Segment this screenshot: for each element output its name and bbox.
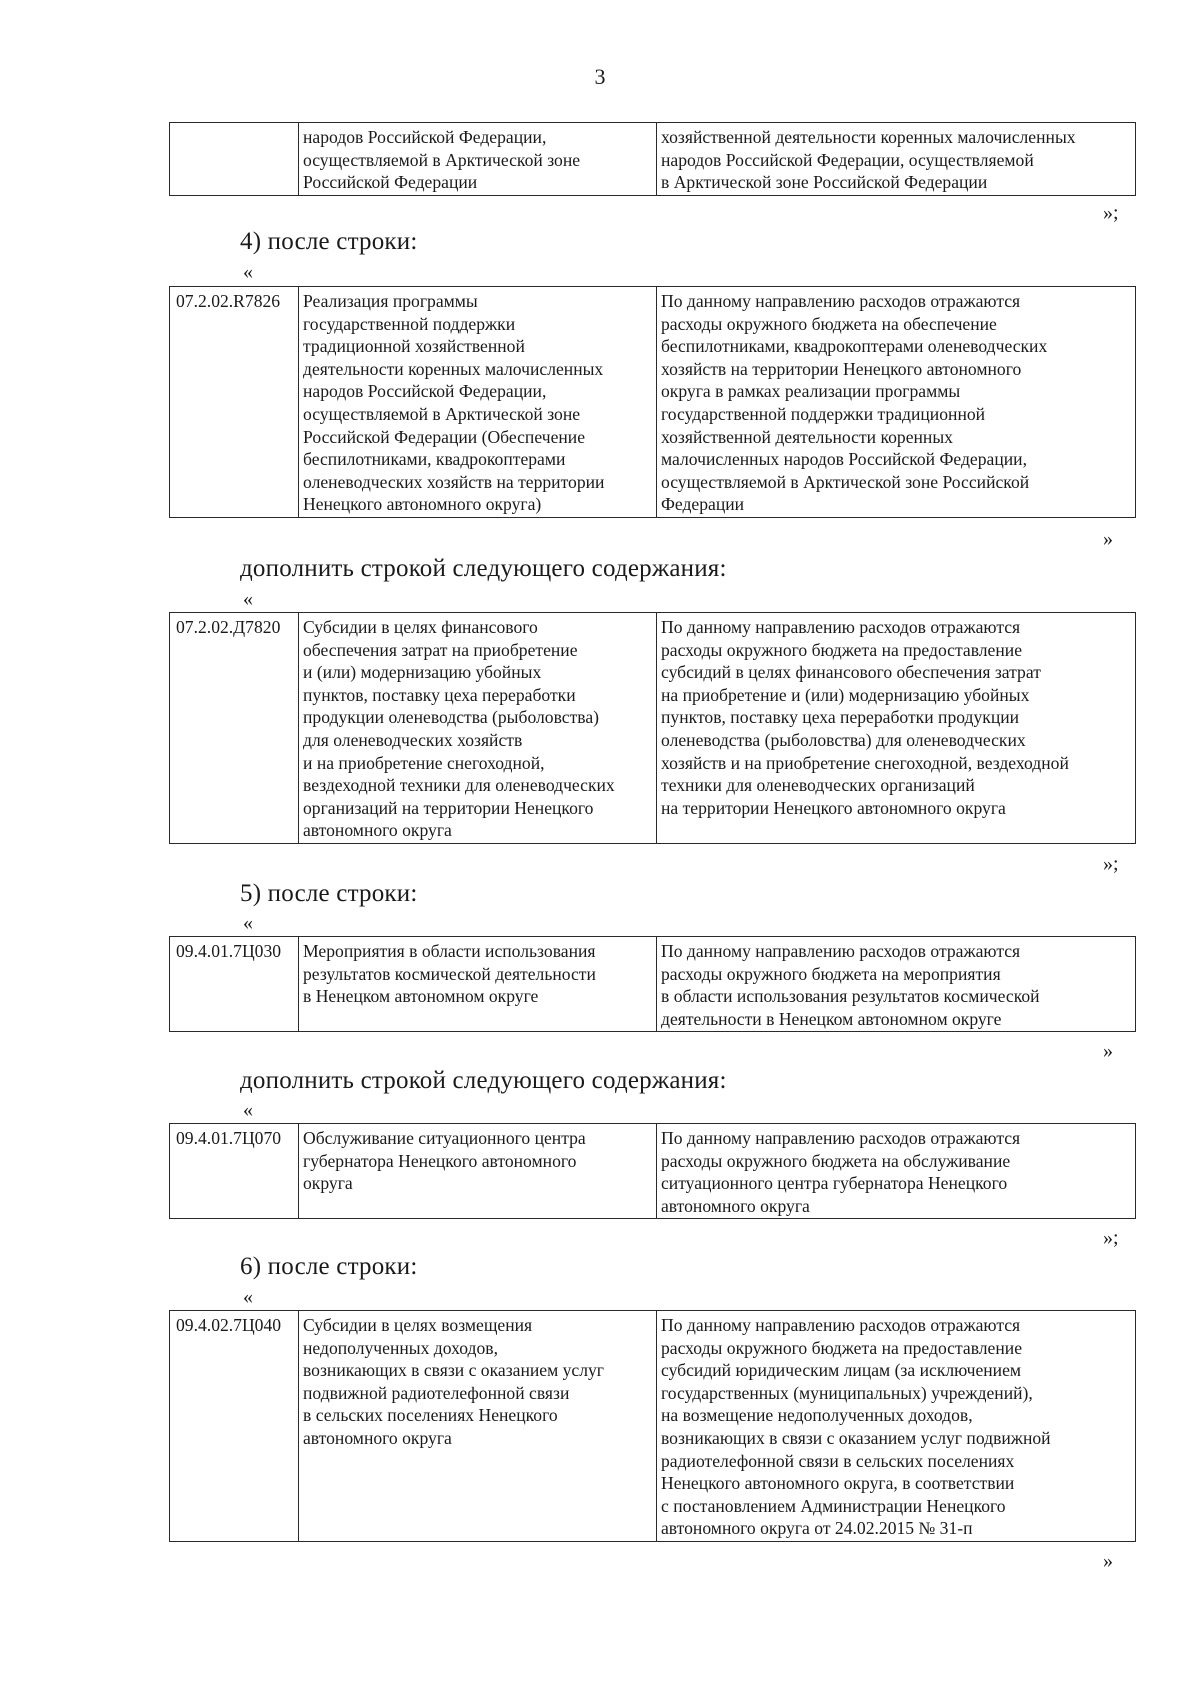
description-cell	[657, 1124, 1136, 1219]
desc-line: техники для оленеводческих организаций	[661, 775, 975, 796]
desc-line: деятельности в Ненецком автономном округе	[661, 1008, 1002, 1029]
name-line: Обслуживание ситуационного центра	[303, 1128, 586, 1148]
name-line: народов Российской Федерации,	[303, 381, 547, 402]
desc-line: округа в рамках реализации программы	[661, 381, 961, 402]
desc-line: возникающих в связи с оказанием услуг подвижной	[661, 1427, 1051, 1448]
desc-line: По данному направлению расходов отражаются	[661, 617, 1021, 637]
desc-line: хозяйств на территории Ненецкого автономного	[661, 358, 1022, 379]
desc-line: малочисленных народов Российской Федерации,	[661, 449, 1027, 470]
section-heading: 4) после строки:	[240, 228, 418, 255]
name-line: пунктов, поставку цеха переработки	[303, 684, 576, 705]
name-line: обеспечения затрат на приобретение	[303, 639, 578, 660]
opening-quote: «	[243, 1286, 253, 1308]
name-line: Российской Федерации	[303, 172, 478, 193]
name-line: подвижной радиотелефонной связи	[303, 1382, 570, 1403]
desc-line: с постановлением Администрации Ненецкого	[661, 1495, 1006, 1516]
name-line: деятельности коренных малочисленных	[303, 358, 604, 379]
closing-quote: »	[1103, 1550, 1113, 1572]
name-line: Российской Федерации (Обеспечение	[303, 426, 586, 447]
name-cell	[299, 1311, 657, 1542]
name-line: Реализация программы	[303, 291, 478, 311]
desc-line: хозяйственной деятельности коренных малочисленных	[661, 127, 1076, 147]
closing-quote: »	[1103, 1040, 1113, 1062]
desc-line: По данному направлению расходов отражаются	[661, 1315, 1021, 1335]
name-line: в Ненецком автономном округе	[303, 986, 539, 1007]
name-line: Субсидии в целях финансового	[303, 617, 538, 637]
name-cell	[299, 937, 657, 1032]
desc-line: расходы окружного бюджета на предоставление	[661, 1337, 1023, 1358]
desc-line: оленеводства (рыболовства) для оленеводческих	[661, 729, 1026, 750]
opening-quote: «	[243, 261, 253, 283]
desc-line: государственных (муниципальных) учреждений),	[661, 1382, 1033, 1403]
desc-line: субсидий в целях финансового обеспечения затрат	[661, 662, 1041, 683]
desc-line: на приобретение и (или) модернизацию убойных	[661, 684, 1030, 705]
description-cell	[657, 937, 1136, 1032]
desc-line: расходы окружного бюджета на обслуживание	[661, 1150, 1011, 1171]
desc-line: расходы окружного бюджета на обеспечение	[661, 313, 997, 334]
name-line: вездеходной техники для оленеводческих	[303, 775, 615, 796]
desc-line: в Арктической зоне Российской Федерации	[661, 172, 988, 193]
table-row	[170, 937, 1136, 1032]
name-line: автономного округа	[303, 820, 452, 841]
page-number: 3	[594, 64, 606, 89]
name-line: недополученных доходов,	[303, 1337, 498, 1358]
name-cell	[299, 287, 657, 518]
name-line: для оленеводческих хозяйств	[303, 729, 523, 750]
name-line: беспилотниками, квадрокоптерами	[303, 449, 566, 470]
name-line: губернатора Ненецкого автономного	[303, 1150, 577, 1171]
name-line: продукции оленеводства (рыболовства)	[303, 707, 600, 728]
desc-line: осуществляемой в Арктической зоне Российской	[661, 471, 1030, 492]
desc-line: радиотелефонной связи в сельских поселениях	[661, 1450, 1015, 1471]
code-cell: 09.4.01.7Ц030	[170, 937, 299, 1032]
budget-table	[169, 1123, 1136, 1219]
table-row	[170, 613, 1136, 844]
name-line: результатов космической деятельности	[303, 963, 596, 984]
table-row	[170, 1124, 1136, 1219]
name-line: Мероприятия в области использования	[303, 941, 596, 961]
section-heading: дополнить строкой следующего содержания:	[240, 555, 727, 582]
section-heading: 6) после строки:	[240, 1253, 418, 1280]
name-line: автономного округа	[303, 1427, 452, 1448]
closing-quote: »	[1103, 528, 1113, 550]
name-line: и (или) модернизацию убойных	[303, 662, 542, 683]
code-cell: 07.2.02.R7826	[170, 287, 299, 518]
name-line: организаций на территории Ненецкого	[303, 797, 594, 818]
desc-line: По данному направлению расходов отражаются	[661, 291, 1021, 311]
desc-line: Федерации	[661, 494, 745, 515]
name-line: осуществляемой в Арктической зоне	[303, 403, 581, 424]
budget-table-continuation	[169, 122, 1136, 196]
description-cell	[657, 287, 1136, 518]
description-cell	[657, 1311, 1136, 1542]
desc-line: пунктов, поставку цеха переработки продукции	[661, 707, 1020, 728]
desc-line: автономного округа	[661, 1195, 810, 1216]
code-cell: 07.2.02.Д7820	[170, 613, 299, 844]
name-cell	[299, 613, 657, 844]
table-row	[170, 123, 1136, 196]
code-cell: 09.4.01.7Ц070	[170, 1124, 299, 1219]
description-cell	[657, 123, 1136, 196]
desc-line: По данному направлению расходов отражаются	[661, 1128, 1021, 1148]
desc-line: субсидий юридическим лицам (за исключением	[661, 1360, 1022, 1381]
name-line: оленеводческих хозяйств на территории	[303, 471, 605, 492]
budget-table	[169, 1310, 1136, 1542]
section-heading: 5) после строки:	[240, 880, 418, 907]
name-line: возникающих в связи с оказанием услуг	[303, 1360, 605, 1381]
name-line: в сельских поселениях Ненецкого	[303, 1405, 558, 1426]
desc-line: автономного округа от 24.02.2015 № 31-п	[661, 1518, 973, 1539]
name-line: и на приобретение снегоходной,	[303, 752, 545, 773]
desc-line: народов Российской Федерации, осуществляемой	[661, 149, 1034, 170]
name-line: традиционной хозяйственной	[303, 336, 525, 357]
desc-line: в области использования результатов космической	[661, 986, 1040, 1007]
name-cell	[299, 1124, 657, 1219]
desc-line: хозяйственной деятельности коренных	[661, 426, 953, 447]
code-cell	[170, 123, 299, 196]
name-line: Субсидии в целях возмещения	[303, 1315, 533, 1335]
desc-line: Ненецкого автономного округа, в соответствии	[661, 1473, 1015, 1494]
budget-table	[169, 936, 1136, 1032]
desc-line: По данному направлению расходов отражаются	[661, 941, 1021, 961]
name-line: государственной поддержки	[303, 313, 516, 334]
description-cell	[657, 613, 1136, 844]
name-line: Ненецкого автономного округа)	[303, 494, 542, 515]
table-row	[170, 1311, 1136, 1542]
opening-quote: «	[243, 1099, 253, 1121]
section-heading: дополнить строкой следующего содержания:	[240, 1067, 727, 1094]
desc-line: расходы окружного бюджета на предоставление	[661, 639, 1023, 660]
desc-line: на возмещение недополученных доходов,	[661, 1405, 973, 1426]
name-line: округа	[303, 1173, 353, 1194]
budget-table	[169, 286, 1136, 518]
desc-line: государственной поддержки традиционной	[661, 403, 986, 424]
name-cell	[299, 123, 657, 196]
code-cell: 09.4.02.7Ц040	[170, 1311, 299, 1542]
closing-quote: »;	[1103, 1227, 1119, 1249]
name-line: народов Российской Федерации,	[303, 127, 547, 147]
desc-line: беспилотниками, квадрокоптерами оленеводческих	[661, 336, 1048, 357]
name-line: осуществляемой в Арктической зоне	[303, 149, 581, 170]
closing-quote: »;	[1103, 202, 1119, 224]
desc-line: на территории Ненецкого автономного округа	[661, 797, 1006, 818]
budget-table	[169, 612, 1136, 844]
desc-line: расходы окружного бюджета на мероприятия	[661, 963, 1001, 984]
opening-quote: «	[243, 912, 253, 934]
opening-quote: «	[243, 588, 253, 610]
desc-line: ситуационного центра губернатора Ненецкого	[661, 1173, 1008, 1194]
desc-line: хозяйств и на приобретение снегоходной, вездеходной	[661, 752, 1069, 773]
table-row	[170, 287, 1136, 518]
closing-quote: »;	[1103, 853, 1119, 875]
